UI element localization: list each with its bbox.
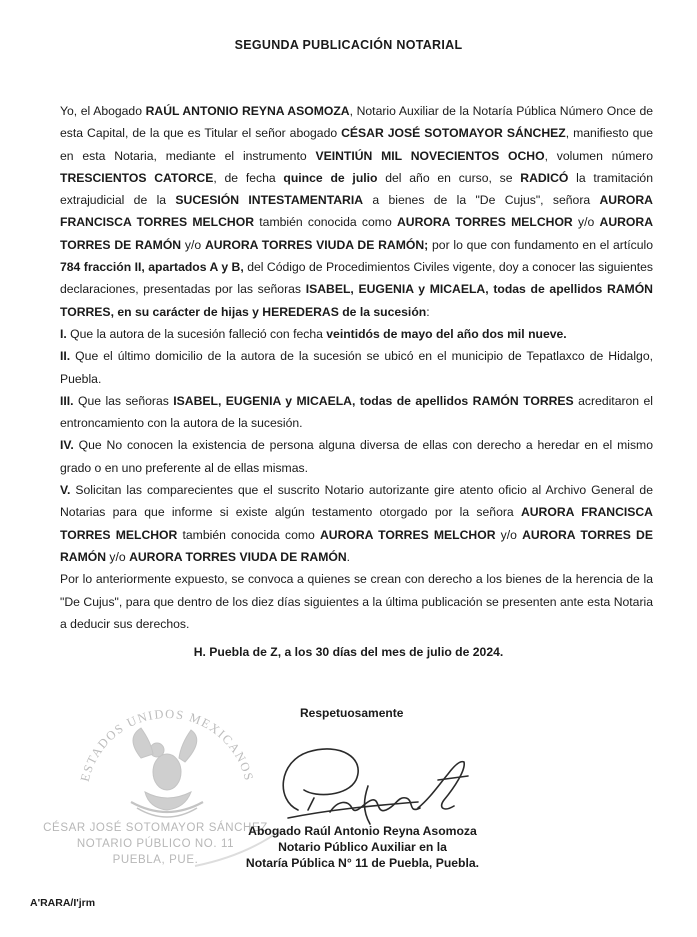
- declaration-paragraph: [60, 345, 653, 390]
- closing-greeting: Respetuosamente: [300, 706, 404, 720]
- signer-role: Notario Público Auxiliar en la: [278, 840, 447, 854]
- declaration-paragraph: [60, 568, 653, 635]
- text-run: por lo que con fundamento en el artículo: [428, 237, 653, 252]
- bold-text-run: AURORA TORRES MELCHOR: [319, 527, 496, 542]
- bold-text-run: AURORA TORRES DE RAMÓN: [60, 215, 654, 252]
- text-run: y/o: [495, 527, 523, 542]
- bold-text-run: III.: [60, 393, 74, 408]
- bold-text-run: quince de julio: [283, 170, 378, 185]
- bold-text-run: AURORA FRANCISCA TORRES MELCHOR: [60, 193, 653, 230]
- reference-initials: A'RARA/I'jrm: [30, 897, 96, 909]
- seal-notary-name: CÉSAR JOSÉ SOTOMAYOR SÁNCHEZ: [43, 822, 268, 834]
- bold-text-run: AURORA TORRES MELCHOR: [397, 215, 573, 230]
- text-run: Que No conocen la existencia de persona alguna diversa de ellas con derecho a heredar en el mismo grado o en uno preferente al de ellas mismas.: [60, 438, 653, 475]
- bold-text-run: AURORA TORRES VIUDA DE RAMÓN;: [204, 237, 429, 252]
- text-run: del año en curso, se: [377, 170, 521, 185]
- declaration-paragraph: [60, 390, 653, 435]
- text-run: Por lo anteriormente expuesto, se convoca a quienes se crean con derecho a los bienes de la herencia de la "De Cujus", para que dentro de los diez días siguientes a la última publicación se presenten ante esta Notaria a deducir sus derechos.: [60, 572, 653, 631]
- bold-text-run: RAÚL ANTONIO REYNA ASOMOZA: [145, 104, 350, 118]
- text-run: y/o: [181, 237, 205, 252]
- intro-paragraph: [60, 100, 653, 323]
- bold-text-run: AURORA FRANCISCA TORRES MELCHOR: [60, 505, 653, 542]
- seal-notary-number: NOTARIO PÚBLICO NO. 11: [76, 838, 235, 850]
- signature-block: [235, 823, 490, 871]
- date-line: H. Puebla de Z, a los 30 días del mes de julio de 2024.: [193, 645, 504, 659]
- text-run: también conocida como: [254, 215, 397, 230]
- text-run: , manifiesto que en esta Notaria, mediante el instrumento: [60, 126, 653, 163]
- text-run: del Código de Procedimientos Civiles vigente, doy a conocer las siguientes declaraciones, presentadas por las señoras: [60, 260, 653, 297]
- bold-text-run: I.: [60, 326, 67, 341]
- seal-eagle-icon: [131, 728, 203, 817]
- text-run: la tramitación extrajudicial de la: [60, 170, 653, 208]
- text-run: , volumen número: [544, 148, 653, 163]
- bold-text-run: SUCESIÓN INTESTAMENTARIA: [175, 193, 364, 208]
- bold-text-run: IV.: [60, 438, 74, 453]
- text-run: Que el último domicilio de la autora de la sucesión se ubicó en el municipio de Tepatlaxco de Hidalgo, Puebla.: [60, 349, 653, 386]
- signer-name: Abogado Raúl Antonio Reyna Asomoza: [248, 824, 477, 838]
- text-run: Solicitan las comparecientes que el suscrito Notario autorizante gire atento oficio al Archivo General de Notarias para que informe si existe algún testamento otorgado por la señora: [60, 483, 653, 520]
- text-run: a bienes de la "De Cujus", señora: [363, 193, 600, 208]
- bold-text-run: ISABEL, EUGENIA y MICAELA, todas de apellidos RAMÓN TORRES, en su carácter de hijas y HEREDERAS de la sucesión: [60, 282, 653, 319]
- text-run: y/o: [106, 549, 130, 564]
- bold-text-run: VEINTIÚN MIL NOVECIENTOS OCHO: [315, 148, 545, 163]
- bold-text-run: AURORA TORRES VIUDA DE RAMÓN: [129, 549, 347, 564]
- signer-office: Notaría Pública N° 11 de Puebla, Puebla.: [245, 856, 480, 870]
- bold-text-run: AURORA TORRES DE RAMÓN: [60, 527, 653, 564]
- text-run: y/o: [572, 215, 600, 230]
- text-run: .: [346, 549, 351, 564]
- bold-text-run: RADICÓ: [520, 170, 569, 185]
- handwritten-signature: [268, 740, 483, 830]
- bold-text-run: 784 fracción II, apartados A y B,: [60, 260, 244, 275]
- text-run: , de fecha: [213, 170, 284, 185]
- text-run: acreditaron el entroncamiento con la autora de la sucesión.: [60, 393, 654, 431]
- seal-ring-text: ESTADOS UNIDOS MEXICANOS: [77, 706, 257, 784]
- bold-text-run: ISABEL, EUGENIA y MICAELA, todas de apellidos RAMÓN TORRES: [173, 393, 574, 408]
- declaration-paragraph: [60, 434, 653, 479]
- body-text: [60, 100, 653, 635]
- bold-text-run: veintidós de mayo del año dos mil nueve.: [326, 326, 567, 341]
- seal-city: PUEBLA, PUE.: [112, 854, 199, 866]
- text-run: Que las señoras: [73, 393, 174, 408]
- text-run: Yo, el Abogado: [60, 104, 146, 118]
- declaration-paragraph: [60, 323, 653, 345]
- text-run: Que la autora de la sucesión falleció con fecha: [66, 326, 327, 341]
- bold-text-run: CÉSAR JOSÉ SOTOMAYOR SÁNCHEZ: [341, 126, 566, 141]
- text-run: también conocida como: [177, 527, 320, 542]
- bold-text-run: V.: [60, 483, 71, 498]
- bold-text-run: TRESCIENTOS CATORCE: [60, 170, 214, 185]
- document-title: SEGUNDA PUBLICACIÓN NOTARIAL: [234, 38, 463, 52]
- bold-text-run: II.: [60, 349, 71, 364]
- text-run: :: [426, 304, 430, 319]
- text-run: , Notario Auxiliar de la Notaría Pública Número Once de esta Capital, de la que es Titular el señor abogado: [60, 104, 653, 141]
- declaration-paragraph: [60, 479, 653, 568]
